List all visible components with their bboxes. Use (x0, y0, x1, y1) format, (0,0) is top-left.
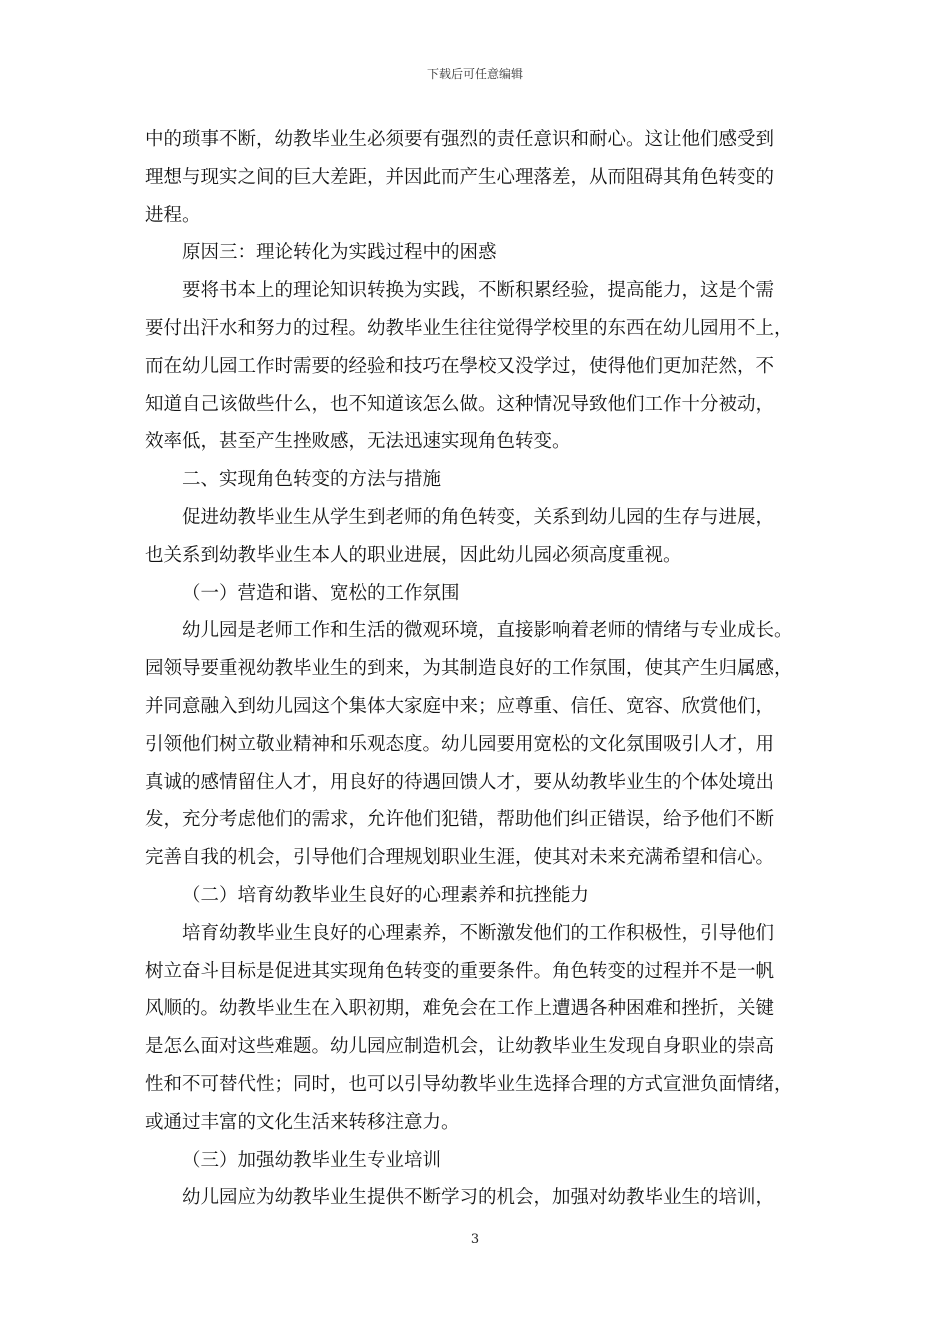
text-line: 幼儿园是老师工作和生活的微观环境，直接影响着老师的情绪与专业成长。 (182, 620, 793, 642)
text-line: 完善自我的机会，引导他们合理规划职业生涯，使其对未来充满希望和信心。 (145, 847, 775, 869)
text-line: 风顺的。幼教毕业生在入职初期，难免会在工作上遭遇各种困难和挫折，关键 (145, 998, 775, 1020)
text-line: 园领导要重视幼教毕业生的到来，为其制造良好的工作氛围，使其产生归属感， (145, 658, 793, 680)
text-line: 引领他们树立敬业精神和乐观态度。幼儿园要用宽松的文化氛围吸引人才，用 (145, 733, 775, 755)
text-line: 幼儿园应为幼教毕业生提供不断学习的机会，加强对幼教毕业生的培训， (182, 1187, 775, 1209)
text-line: 培育幼教毕业生良好的心理素养，不断激发他们的工作积极性，引导他们 (182, 922, 775, 944)
text-line: （一）营造和谐、宽松的工作氛围 (182, 582, 460, 604)
text-line: 树立奋斗目标是促进其实现角色转变的重要条件。角色转变的过程并不是一帆 (145, 960, 775, 982)
text-line: 也关系到幼教毕业生本人的职业进展，因此幼儿园必须高度重视。 (145, 544, 682, 566)
text-line: 而在幼儿园工作时需要的经验和技巧在學校又没学过，使得他们更加茫然，不 (145, 355, 775, 377)
text-line: 真诚的感情留住人才，用良好的待遇回馈人才，要从幼教毕业生的个体处境出 (145, 771, 775, 793)
text-line: （二）培育幼教毕业生良好的心理素养和抗挫能力 (182, 884, 590, 906)
text-line: 要将书本上的理论知识转换为实践，不断积累经验，提高能力，这是个需 (182, 280, 775, 302)
text-line: 二、实现角色转变的方法与措施 (182, 469, 442, 491)
text-line: 中的琐事不断，幼教毕业生必须要有强烈的责任意识和耐心。这让他们感受到 (145, 129, 775, 150)
text-line: 是怎么面对这些难题。幼儿园应制造机会，让幼教毕业生发现自身职业的崇高 (145, 1036, 775, 1058)
text-line: 效率低，甚至产生挫败感，无法迅速实现角色转变。 (145, 431, 571, 453)
text-line: 或通过丰富的文化生活来转移注意力。 (145, 1111, 460, 1133)
page-header: 下载后可任意编辑 (426, 67, 523, 81)
document-body (145, 121, 815, 1217)
text-line: 知道自己该做些什么，也不知道该怎么做。这种情况导致他们工作十分被动， (145, 393, 775, 415)
text-line: 性和不可替代性；同时，也可以引导幼教毕业生选择合理的方式宣泄负面情绪， (145, 1073, 793, 1095)
text-line: 要付出汗水和努力的过程。幼教毕业生往往觉得学校里的东西在幼儿园用不上， (145, 317, 793, 339)
text-line: 并同意融入到幼儿园这个集体大家庭中来；应尊重、信任、宽容、欣赏他们， (145, 695, 775, 717)
text-line: 促进幼教毕业生从学生到老师的角色转变，关系到幼儿园的生存与进展， (182, 506, 775, 528)
text-line: 原因三：理论转化为实践过程中的困惑 (182, 242, 497, 264)
page-number: 3 (470, 1232, 480, 1247)
text-line: 理想与现实之间的巨大差距，并因此而产生心理落差，从而阻碍其角色转变的 (145, 166, 775, 188)
text-line: 进程。 (145, 204, 201, 226)
text-line: 发，充分考虑他们的需求，允许他们犯错，帮助他们纠正错误，给予他们不断 (145, 809, 775, 831)
text-line: （三）加强幼教毕业生专业培训 (182, 1149, 442, 1171)
